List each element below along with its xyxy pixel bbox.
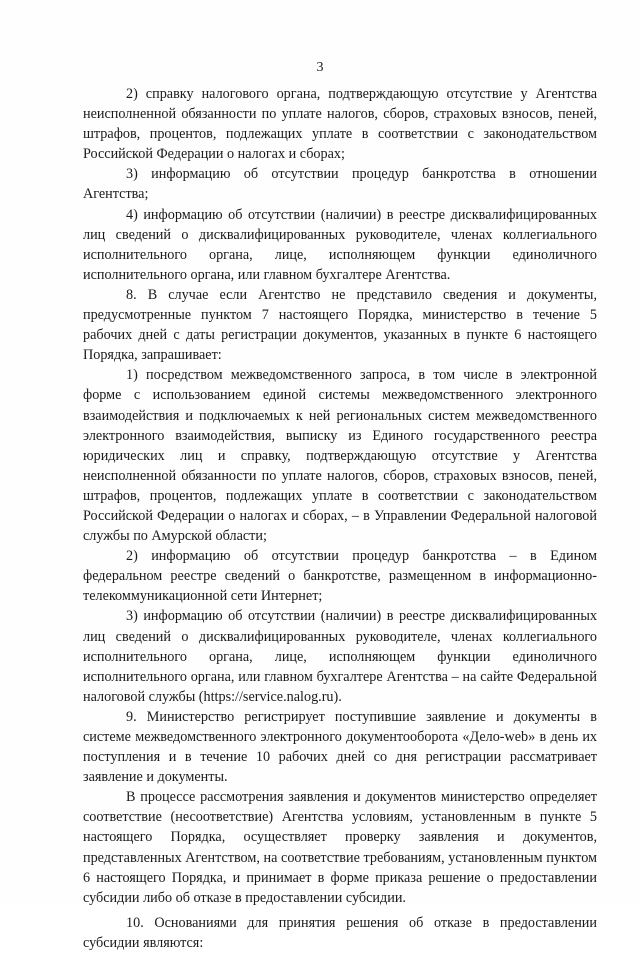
paragraph-section-10: 10. Основаниями для принятия решения об отказе в предоставлении субсидии являются: <box>83 914 597 951</box>
paragraph-tax-service-site: 3) информацию об отсутствии (наличии) в реестре дисквалифицированных лиц сведений о дисквалифицированных руководителе, членах коллегиального исполнительного органа, лице, исполняющем функции единоличного исполнительного органа, или главном бухгалтере Агентства – на сайте Федеральной налоговой службы (https://service.nalog.ru). <box>83 608 597 705</box>
paragraph-bankruptcy-info: 3) информацию об отсутствии процедур банкротства в отношении Агентства; <box>83 166 597 203</box>
page-number: 3 <box>316 60 324 75</box>
paragraph-disqualified-registry: 4) информацию об отсутствии (наличии) в реестре дисквалифицированных лиц сведений о дисквалифицированных руководителе, членах коллегиального исполнительного органа, лице, исполняющем функции единоличного исполнительного органа, или главном бухгалтере Агентства. <box>83 206 597 283</box>
paragraph-section-8: 8. В случае если Агентство не представило сведения и документы, предусмотренные пунктом 7 настоящего Порядка, министерство в течение 5 рабочих дней с даты регистрации документов, указанных в пункте 6 настоящего Порядка, запрашивает: <box>83 286 597 364</box>
paragraph-section-9: 9. Министерство регистрирует поступившие заявление и документы в системе межведомственного электронного документооборота «Дело-web» в день их поступления и в течение 10 рабочих дней со дня регистрации рассматривает заявление и документы. <box>83 708 597 786</box>
document-body <box>83 84 597 953</box>
paragraph-bankruptcy-registry: 2) информацию об отсутствии процедур банкротства – в Едином федеральном реестре сведений о банкротстве, размещенном в информационно-телекоммуникационной сети Интернет; <box>83 548 597 605</box>
paragraph-review-process: В процессе рассмотрения заявления и документов министерство определяет соответствие (несоответствие) Агентства условиям, установленным в пункте 5 настоящего Порядка, осуществляет проверку заявления и документов, представленных Агентством, на соответствие требованиям, установленным пунктом 6 настоящего Порядка, и принимает в форме приказа решение о предоставлении субсидии либо об отказе в предоставлении субсидии. <box>83 789 597 906</box>
paragraph-interagency-request: 1) посредством межведомственного запроса, в том числе в электронной форме с использованием единой системы межведомственного электронного взаимодействия и подключаемых к ней региональных систем межведомственного электронного взаимодействия, выписку из Единого государственного реестра юридических лиц и справку, подтверждающую отсутствие у Агентства неисполненной обязанности по уплате налогов, сборов, страховых взносов, пеней, штрафов, процентов, подлежащих уплате в соответствии с законодательством Российской Федерации о налогах и сборах, – в Управлении Федеральной налоговой службы по Амурской области; <box>83 367 597 545</box>
paragraph-tax-certificate: 2) справку налогового органа, подтверждающую отсутствие у Агентства неисполненной обязанности по уплате налогов, сборов, страховых взносов, пеней, штрафов, процентов, подлежащих уплате в соответствии с законодательством Российской Федерации о налогах и сборах; <box>83 86 597 163</box>
